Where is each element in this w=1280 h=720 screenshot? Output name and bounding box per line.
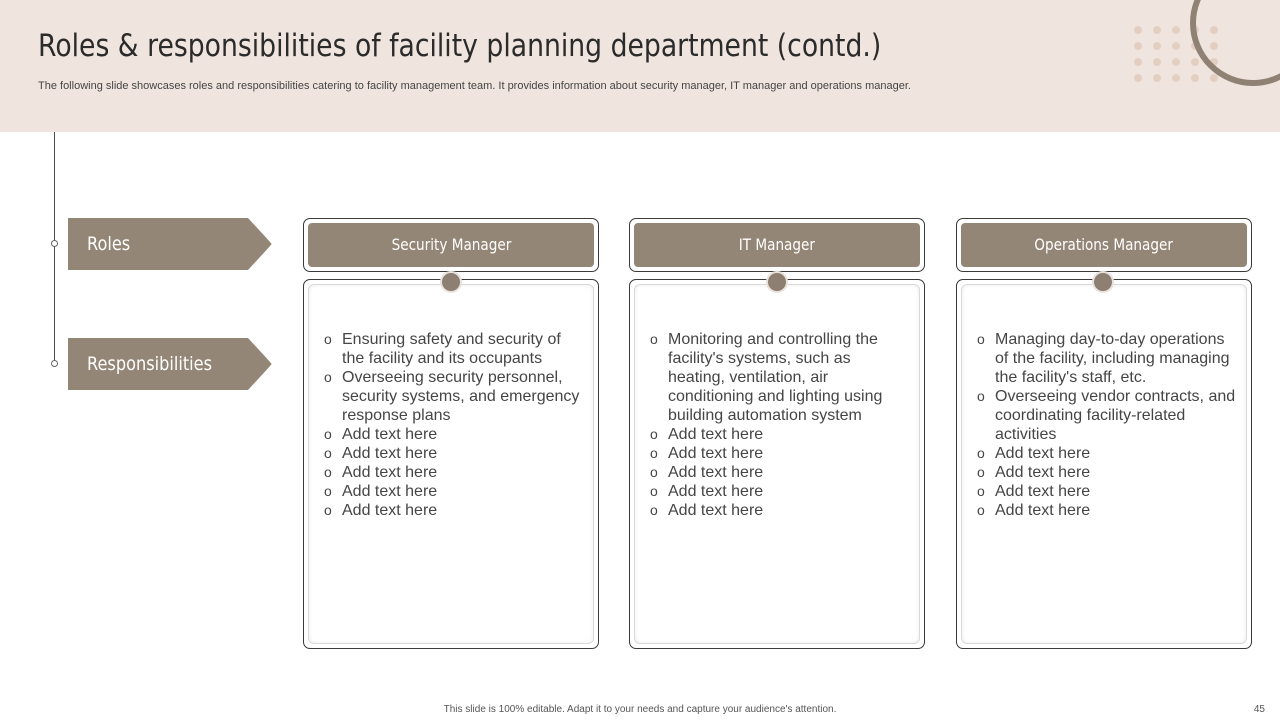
list-item: o Monitoring and controlling the facility's systems, such as heating, ventilation, air conditioning and lighting using building automation system [650, 330, 910, 425]
connector-dot [440, 271, 462, 293]
list-item: o Add text here [650, 482, 910, 501]
responsibilities-label: Responsibilities [87, 353, 213, 375]
list-item: o Overseeing security personnel, security systems, and emergency response plans [324, 368, 584, 425]
page-subtitle: The following slide showcases roles and responsibilities catering to facility management team. It provides information about security manager, IT manager and operations manager. [38, 80, 911, 92]
list-item: o Add text here [324, 425, 584, 444]
timeline-node-responsibilities [51, 360, 58, 367]
timeline-node-roles [51, 240, 58, 247]
list-item: o Managing day-to-day operations of the facility, including managing the facility's staff, etc. [977, 330, 1237, 387]
connector-dot [766, 271, 788, 293]
list-item: o Add text here [977, 463, 1237, 482]
operations-manager-header [956, 218, 1252, 272]
page-number: 45 [1253, 704, 1265, 715]
column-heading: Operations Manager [1034, 235, 1174, 254]
security-manager-card [303, 279, 599, 649]
security-manager-header [303, 218, 599, 272]
it-manager-header [629, 218, 925, 272]
roles-tag [68, 218, 274, 270]
responsibilities-tag [68, 338, 274, 390]
list-item: o Add text here [977, 501, 1237, 520]
list-item: o Add text here [650, 501, 910, 520]
column-heading: Security Manager [391, 235, 511, 254]
timeline-line [54, 132, 55, 364]
responsibility-list [324, 330, 584, 520]
responsibility-list [650, 330, 910, 520]
list-item: o Add text here [650, 444, 910, 463]
it-manager-card [629, 279, 925, 649]
footer-note: This slide is 100% editable. Adapt it to your needs and capture your audience's attention. [443, 704, 837, 715]
list-item: o Add text here [977, 444, 1237, 463]
header-band [0, 0, 1280, 132]
list-item: o Add text here [324, 482, 584, 501]
list-item: o Add text here [324, 463, 584, 482]
list-item: o Add text here [650, 425, 910, 444]
roles-label: Roles [87, 233, 131, 255]
operations-manager-card [956, 279, 1252, 649]
list-item: o Ensuring safety and security of the facility and its occupants [324, 330, 584, 368]
list-item: o Add text here [977, 482, 1237, 501]
page-title: Roles & responsibilities of facility planning department (contd.) [38, 28, 882, 64]
list-item: o Add text here [324, 501, 584, 520]
connector-dot [1092, 271, 1114, 293]
list-item: o Add text here [650, 463, 910, 482]
column-heading: IT Manager [738, 235, 816, 254]
list-item: o Overseeing vendor contracts, and coordinating facility-related activities [977, 387, 1237, 444]
list-item: o Add text here [324, 444, 584, 463]
responsibility-list [977, 330, 1237, 520]
